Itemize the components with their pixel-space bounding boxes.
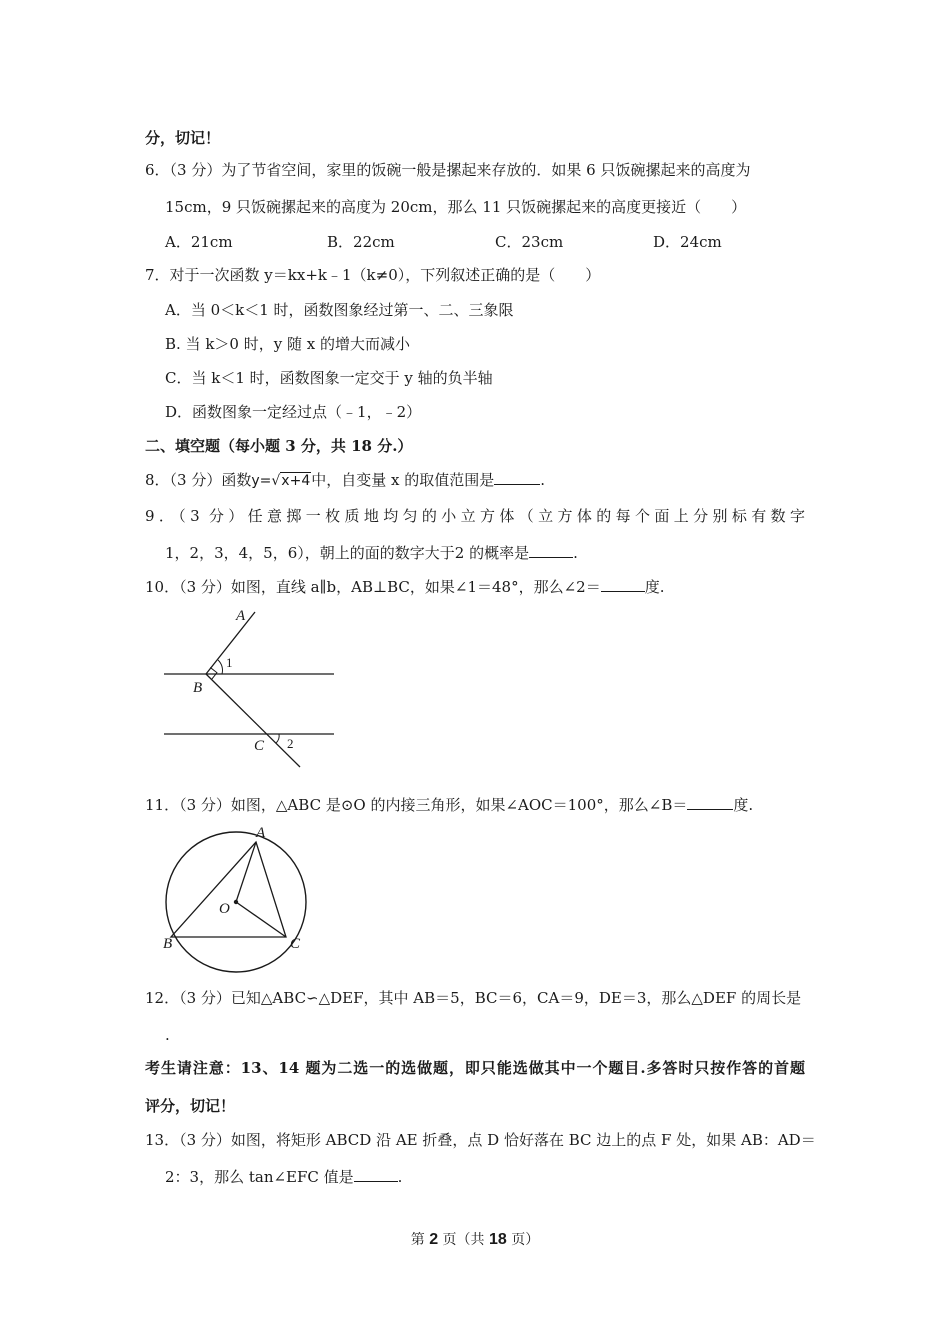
question-13-end: . — [397, 1168, 403, 1186]
question-10-end: 度. — [644, 578, 665, 596]
label-b: B — [163, 936, 173, 952]
notice-line-2: 评分，切记！ — [145, 1097, 236, 1115]
footer-suffix: 页） — [511, 1232, 540, 1248]
option-a: A．21cm — [165, 233, 233, 251]
sqrt-expression: y=√x+4 — [251, 473, 311, 489]
question-9-text: 1，2，3，4，5，6），朝上的面的数字大于2 的概率是 — [165, 544, 530, 562]
angle-2-arc — [276, 734, 279, 743]
page-footer — [0, 1229, 950, 1249]
option-b: B．22cm — [327, 233, 395, 251]
page-number: 2 — [429, 1231, 439, 1248]
answer-blank[interactable] — [529, 543, 573, 558]
question-11-text: 11．（3 分）如图，△ABC 是⊙O 的内接三角形，如果∠AOC＝100°，那么∠B＝ — [145, 796, 688, 814]
inscribed-triangle-figure — [158, 822, 308, 974]
footer-prefix: 第 — [410, 1232, 425, 1248]
question-6-options — [165, 232, 765, 252]
label-a: A — [236, 608, 246, 624]
segment-oc — [236, 902, 286, 937]
label-a: A — [256, 825, 266, 841]
answer-blank[interactable] — [494, 470, 540, 485]
question-8-end: . — [540, 471, 546, 489]
question-13-line-1: 13．（3 分）如图，将矩形 ABCD 沿 AE 折叠，点 D 恰好落在 BC 边上的点 F 处，如果 AB：AD＝ — [145, 1131, 816, 1149]
triangle-abc — [171, 842, 286, 937]
option-c: C．23cm — [495, 233, 564, 251]
question-7-stem: 7．对于一次函数 y＝kx+k﹣1（k≠0），下列叙述正确的是（ ） — [145, 266, 601, 284]
question-10 — [145, 577, 664, 597]
section-2-heading: 二、填空题（每小题 3 分，共 18 分.） — [145, 437, 413, 455]
question-7-option-d: D．函数图象一定经过点（﹣1，﹣2） — [165, 403, 422, 421]
function-lhs: y= — [251, 473, 272, 489]
footer-middle: 页（共 — [442, 1232, 485, 1248]
label-o: O — [219, 901, 230, 917]
label-c: C — [290, 936, 301, 952]
question-12-end: . — [165, 1026, 170, 1044]
total-pages: 18 — [489, 1231, 507, 1248]
question-8 — [145, 470, 545, 491]
label-angle-1: 1 — [226, 655, 233, 670]
question-11-end: 度. — [733, 796, 754, 814]
label-b: B — [193, 680, 203, 696]
center-point — [234, 900, 238, 904]
continued-note: 分，切记！ — [145, 129, 221, 147]
label-c: C — [254, 738, 265, 754]
option-d: D．24cm — [653, 233, 722, 251]
question-12: 12．（3 分）已知△ABC∽△DEF，其中 AB＝5，BC＝6，CA＝9，DE＝3，那么△DEF 的周长是 — [145, 989, 802, 1007]
right-angle-mark — [210, 667, 217, 680]
radicand: x+4 — [281, 473, 311, 489]
answer-blank[interactable] — [354, 1167, 398, 1182]
question-8-prefix: 8．（3 分）函数 — [145, 471, 252, 489]
segment-oa — [236, 842, 256, 902]
question-9-end: . — [573, 544, 578, 562]
segment-bc — [206, 674, 300, 767]
question-13-text: 2：3，那么 tan∠EFC 值是 — [165, 1168, 354, 1186]
question-9-line-2 — [165, 543, 578, 563]
question-9-line-1: 9．（3 分）任意掷一枚质地均匀的小立方体（立方体的每个面上分别标有数字 — [145, 507, 805, 525]
notice-line-1: 考生请注意：13、14 题为二选一的选做题，即只能选做其中一个题目.多答时只按作答的首题 — [145, 1059, 805, 1077]
question-8-text: 中，自变量 x 的取值范围是 — [311, 471, 495, 489]
answer-blank[interactable] — [687, 795, 733, 810]
question-11 — [145, 795, 753, 815]
question-13-line-2 — [165, 1167, 402, 1187]
question-7-option-c: C．当 k＜1 时，函数图象一定交于 y 轴的负半轴 — [165, 369, 493, 387]
label-angle-2: 2 — [287, 736, 294, 751]
parallel-lines-figure — [160, 604, 340, 774]
answer-blank[interactable] — [601, 577, 645, 592]
question-6-line-2: 15cm，9 只饭碗摞起来的高度为 20cm，那么 11 只饭碗摞起来的高度更接近（ ） — [165, 198, 747, 216]
angle-1-arc — [218, 660, 223, 674]
question-6-line-1: 6．（3 分）为了节省空间，家里的饭碗一般是摞起来存放的．如果 6 只饭碗摞起来的高度为 — [145, 161, 751, 179]
question-7-option-a: A．当 0＜k＜1 时，函数图象经过第一、二、三象限 — [165, 301, 514, 319]
question-7-option-b: B. 当 k＞0 时，y 随 x 的增大而减小 — [165, 335, 410, 353]
question-10-text: 10．（3 分）如图，直线 a∥b，AB⊥BC，如果∠1＝48°，那么∠2＝ — [145, 578, 601, 596]
